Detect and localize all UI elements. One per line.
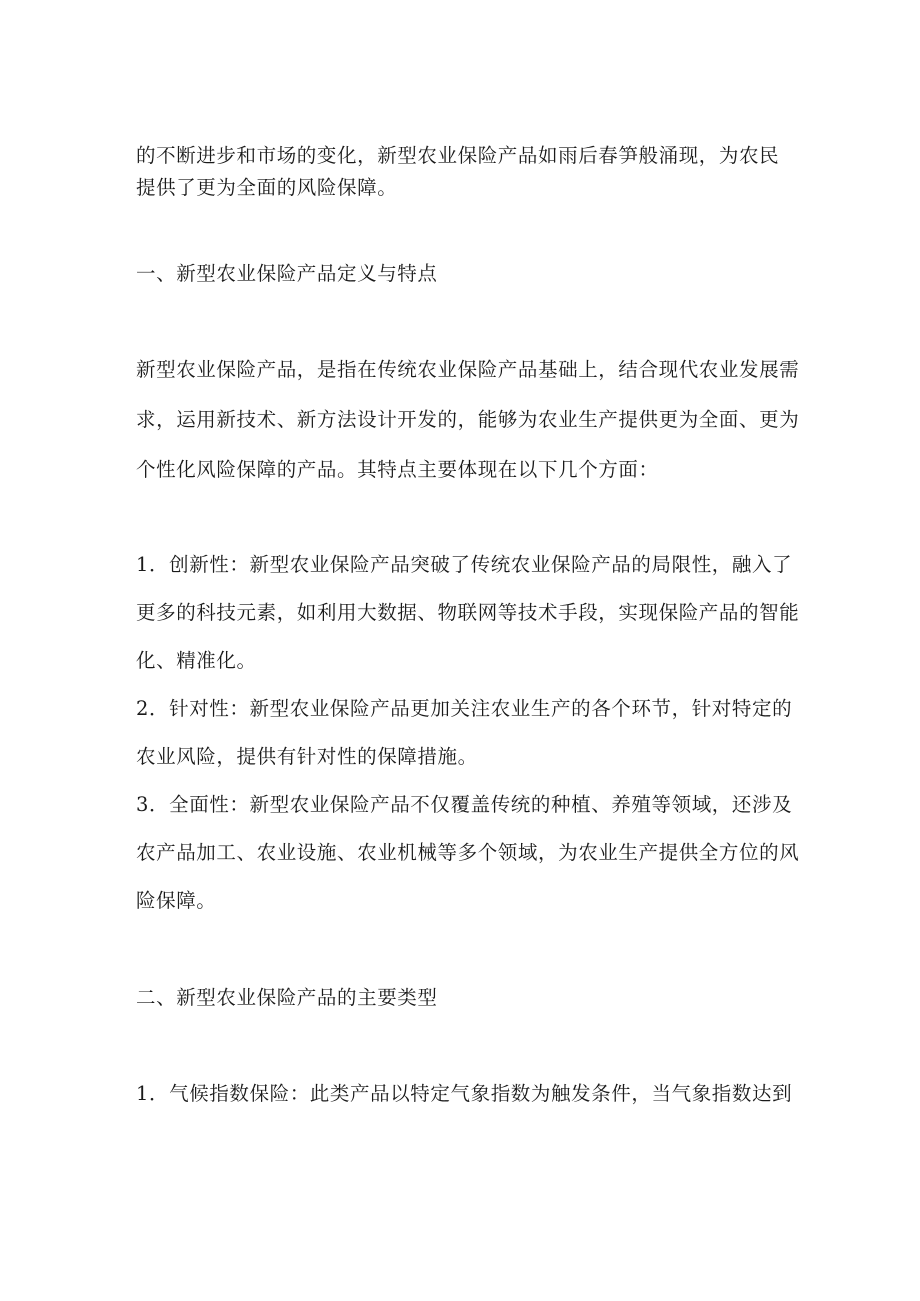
- feature-point-innovation: [136, 553, 800, 673]
- point-1-line-2: 更多的科技元素，如利用大数据、物联网等技术手段，实现保险产品的智能: [136, 601, 800, 624]
- type-point-climate-index: [136, 1082, 796, 1106]
- feature-point-targeted: [136, 697, 796, 769]
- point-1-line-3: 化、精准化。: [136, 649, 257, 672]
- point-2-line-1: 2．针对性：新型农业保险产品更加关注农业生产的各个环节，针对特定的: [136, 697, 793, 720]
- intro-line-1: 的不断进步和市场的变化，新型农业保险产品如雨后春笋般涌现，为农民: [136, 144, 780, 167]
- section-1-heading: 一、新型农业保险产品定义与特点: [136, 262, 438, 285]
- intro-line-2: 提供了更为全面的风险保障。: [136, 176, 398, 199]
- definition-line-3: 个性化风险保障的产品。其特点主要体现在以下几个方面：: [136, 458, 659, 481]
- definition-paragraph: [136, 358, 800, 501]
- point-3-line-3: 险保障。: [136, 889, 217, 912]
- point-3-line-2: 农产品加工、农业设施、农业机械等多个领域，为农业生产提供全方位的风: [136, 841, 800, 864]
- feature-point-comprehensive: [136, 793, 800, 913]
- section-2-heading: 二、新型农业保险产品的主要类型: [136, 986, 438, 1009]
- point-1-line-1: 1．创新性：新型农业保险产品突破了传统农业保险产品的局限性，融入了: [136, 553, 793, 576]
- intro-paragraph: [136, 144, 796, 200]
- definition-line-1: 新型农业保险产品，是指在传统农业保险产品基础上，结合现代农业发展需: [136, 358, 800, 381]
- point-3-line-1: 3．全面性：新型农业保险产品不仅覆盖传统的种植、养殖等领域，还涉及: [136, 793, 793, 816]
- point-2-line-2: 农业风险，提供有针对性的保障措施。: [136, 745, 478, 768]
- type-1-line-1: 1．气候指数保险：此类产品以特定气象指数为触发条件，当气象指数达到: [136, 1082, 793, 1105]
- definition-line-2: 求，运用新技术、新方法设计开发的，能够为农业生产提供更为全面、更为: [136, 408, 800, 431]
